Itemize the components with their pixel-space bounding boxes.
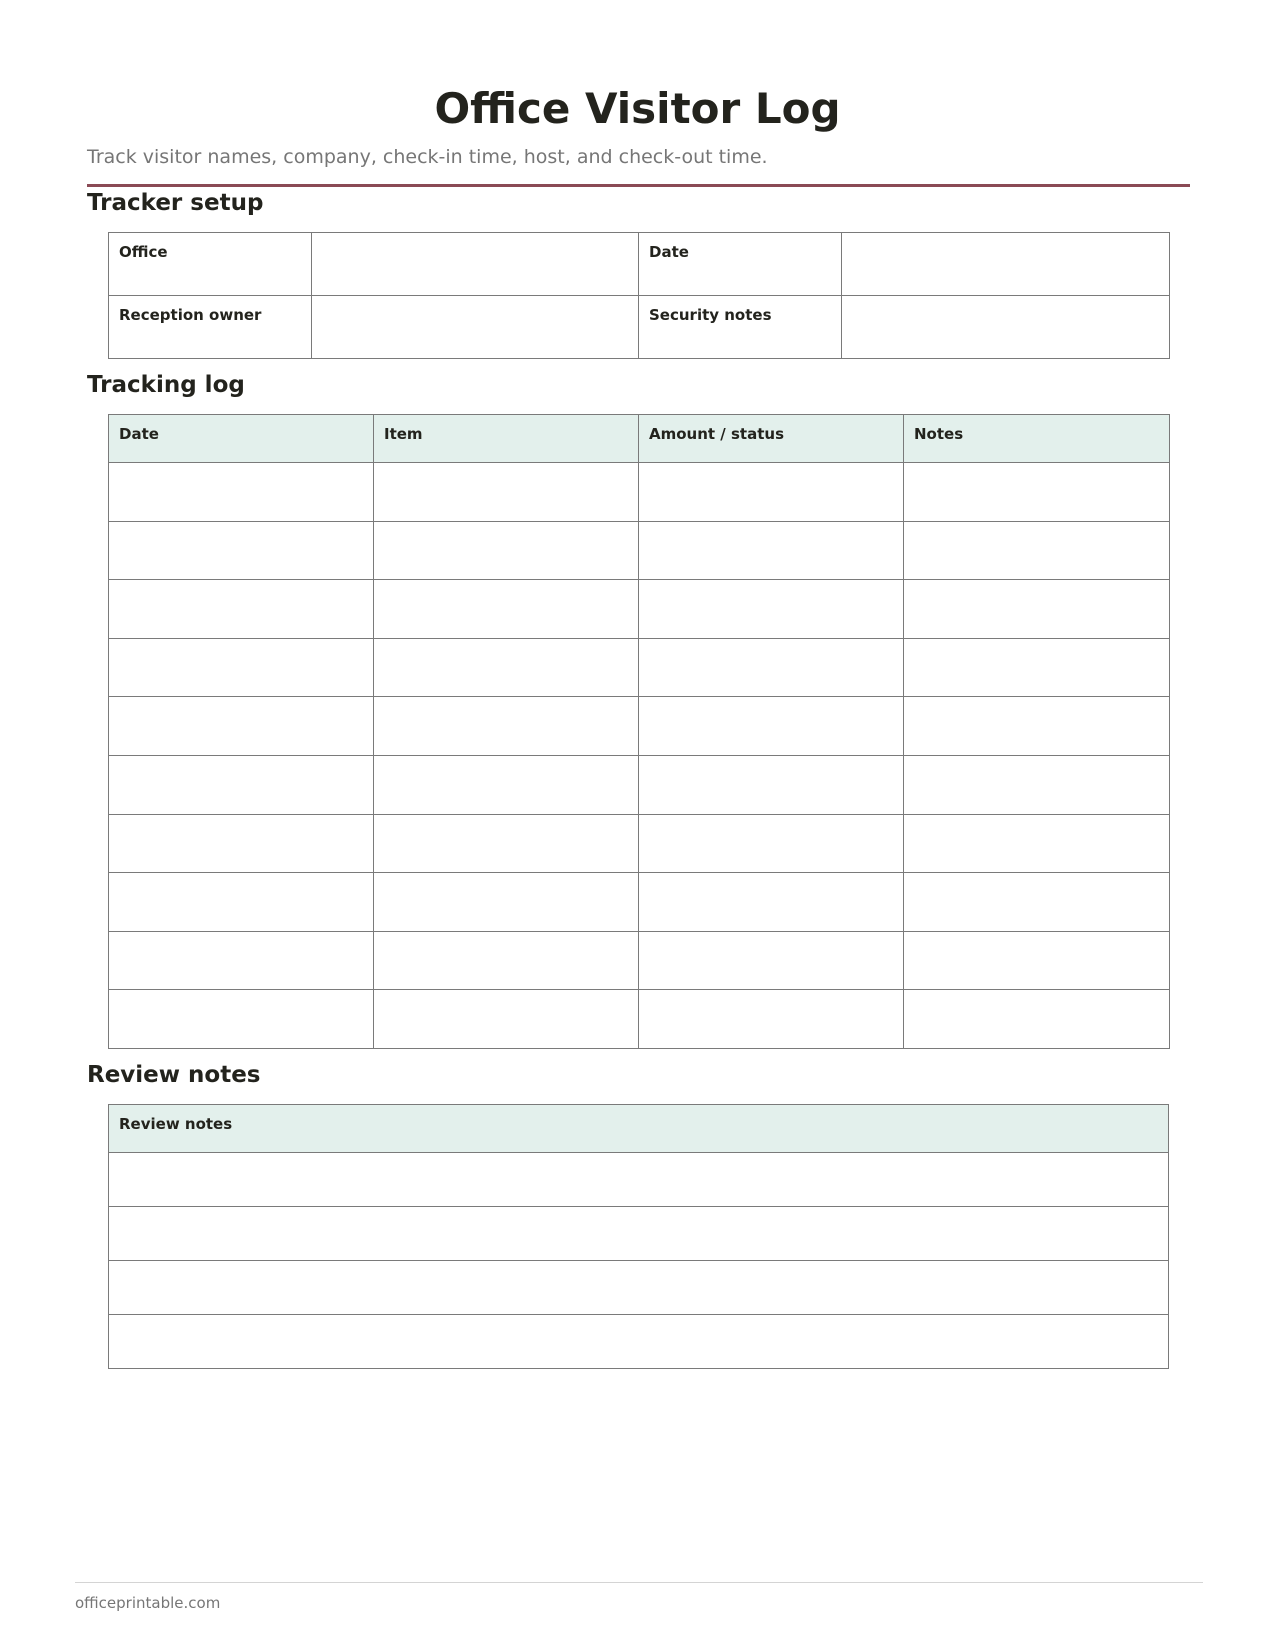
review-cell[interactable] xyxy=(109,1207,1169,1261)
setup-label-cell xyxy=(109,233,312,296)
log-row xyxy=(109,638,1170,697)
log-cell[interactable] xyxy=(639,697,904,756)
setup-heading: Tracker setup xyxy=(87,190,264,216)
review-row xyxy=(109,1207,1169,1261)
log-cell[interactable] xyxy=(639,755,904,814)
review-header-row xyxy=(109,1105,1169,1153)
log-row xyxy=(109,990,1170,1049)
log-cell[interactable] xyxy=(639,814,904,873)
review-cell[interactable] xyxy=(109,1153,1169,1207)
log-cell[interactable] xyxy=(904,814,1170,873)
log-column-notes xyxy=(904,415,1170,463)
log-cell[interactable] xyxy=(374,521,639,580)
review-row xyxy=(109,1315,1169,1369)
log-cell[interactable] xyxy=(639,521,904,580)
setup-label-date: Date xyxy=(649,243,689,261)
log-cell[interactable] xyxy=(374,931,639,990)
log-cell[interactable] xyxy=(374,814,639,873)
log-cell[interactable] xyxy=(904,697,1170,756)
review-row xyxy=(109,1261,1169,1315)
log-heading: Tracking log xyxy=(87,372,245,398)
log-column-label: Item xyxy=(384,425,423,443)
setup-row xyxy=(109,296,1170,359)
log-cell[interactable] xyxy=(109,931,374,990)
log-cell[interactable] xyxy=(904,931,1170,990)
page-subtitle: Track visitor names, company, check-in time, host, and check-out time. xyxy=(87,146,768,168)
log-cell[interactable] xyxy=(904,990,1170,1049)
log-cell[interactable] xyxy=(904,873,1170,932)
review-row xyxy=(109,1153,1169,1207)
log-cell[interactable] xyxy=(374,873,639,932)
setup-value-security-notes[interactable] xyxy=(842,296,1170,359)
log-cell[interactable] xyxy=(109,814,374,873)
log-column-item xyxy=(374,415,639,463)
setup-row xyxy=(109,233,1170,296)
log-cell[interactable] xyxy=(904,463,1170,522)
log-cell[interactable] xyxy=(374,755,639,814)
log-cell[interactable] xyxy=(904,580,1170,639)
log-cell[interactable] xyxy=(639,990,904,1049)
log-cell[interactable] xyxy=(109,638,374,697)
review-table xyxy=(108,1104,1169,1369)
review-cell[interactable] xyxy=(109,1261,1169,1315)
setup-label-cell xyxy=(639,296,842,359)
setup-label-security-notes: Security notes xyxy=(649,306,772,324)
setup-table xyxy=(108,232,1170,359)
log-body xyxy=(109,463,1170,1049)
log-column-label: Amount / status xyxy=(649,425,784,443)
review-body xyxy=(109,1153,1169,1369)
log-column-label: Date xyxy=(119,425,159,443)
review-heading: Review notes xyxy=(87,1062,261,1088)
setup-label-cell xyxy=(639,233,842,296)
log-table xyxy=(108,414,1170,1049)
footer-divider xyxy=(75,1582,1203,1583)
page-title: Office Visitor Log xyxy=(434,84,841,133)
log-cell[interactable] xyxy=(639,873,904,932)
setup-value-reception-owner[interactable] xyxy=(312,296,639,359)
review-cell[interactable] xyxy=(109,1315,1169,1369)
setup-value-date[interactable] xyxy=(842,233,1170,296)
log-cell[interactable] xyxy=(374,638,639,697)
log-cell[interactable] xyxy=(109,521,374,580)
log-column-amount-status xyxy=(639,415,904,463)
log-row xyxy=(109,580,1170,639)
log-cell[interactable] xyxy=(109,755,374,814)
log-row xyxy=(109,931,1170,990)
log-row xyxy=(109,463,1170,522)
log-cell[interactable] xyxy=(109,990,374,1049)
footer-site: officeprintable.com xyxy=(75,1594,221,1612)
log-cell[interactable] xyxy=(109,873,374,932)
setup-label-office: Office xyxy=(119,243,168,261)
log-cell[interactable] xyxy=(904,521,1170,580)
log-row xyxy=(109,814,1170,873)
log-column-label: Notes xyxy=(914,425,964,443)
log-cell[interactable] xyxy=(639,463,904,522)
setup-value-office[interactable] xyxy=(312,233,639,296)
log-cell[interactable] xyxy=(639,580,904,639)
log-cell[interactable] xyxy=(109,580,374,639)
log-cell[interactable] xyxy=(904,755,1170,814)
log-cell[interactable] xyxy=(904,638,1170,697)
log-cell[interactable] xyxy=(109,697,374,756)
log-row xyxy=(109,873,1170,932)
title-divider xyxy=(87,184,1190,187)
log-row xyxy=(109,697,1170,756)
log-cell[interactable] xyxy=(374,580,639,639)
log-row xyxy=(109,521,1170,580)
setup-label-reception-owner: Reception owner xyxy=(119,306,262,324)
setup-label-cell xyxy=(109,296,312,359)
log-cell[interactable] xyxy=(639,638,904,697)
review-column xyxy=(109,1105,1169,1153)
log-header-row xyxy=(109,415,1170,463)
log-cell[interactable] xyxy=(374,697,639,756)
review-column-label: Review notes xyxy=(119,1115,233,1133)
log-cell[interactable] xyxy=(374,463,639,522)
log-cell[interactable] xyxy=(109,463,374,522)
log-row xyxy=(109,755,1170,814)
log-column-date xyxy=(109,415,374,463)
log-cell[interactable] xyxy=(374,990,639,1049)
log-cell[interactable] xyxy=(639,931,904,990)
